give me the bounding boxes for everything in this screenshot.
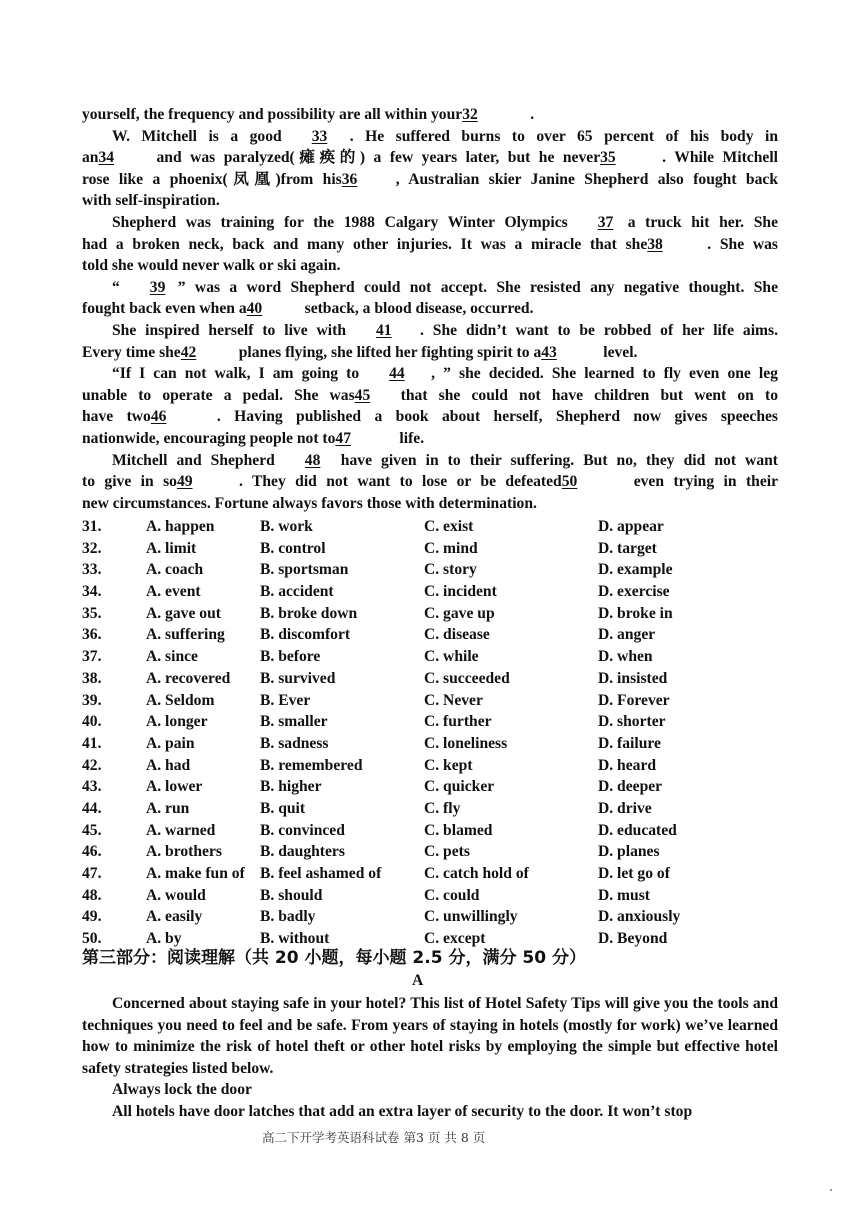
passage-text: planes flying, she lifted her fighting spirit to a <box>238 343 542 361</box>
option-d: D. failure <box>598 734 661 752</box>
option-c: C. further <box>424 713 492 731</box>
option-c: C. kept <box>424 756 473 774</box>
question-number: 39. <box>82 691 102 709</box>
option-b: B. before <box>260 648 321 666</box>
option-c: C. while <box>424 648 479 666</box>
option-d: D. appear <box>598 518 664 535</box>
passage-line <box>82 147 778 169</box>
page-footer: 高二下开学考英语科试卷 第3 页 共 8 页 <box>262 1130 486 1145</box>
passage-line <box>82 385 778 407</box>
passage-line <box>82 298 778 320</box>
option-a: A. gave out <box>146 604 221 622</box>
blank-44: 44 <box>389 365 405 383</box>
passage-letter: A <box>412 972 424 989</box>
passage-text: ” was a word Shepherd could not accept. She resisted any negative thought. She <box>177 278 778 296</box>
passage-line <box>82 234 778 256</box>
passage-text: a truck hit her. She <box>627 213 778 231</box>
passage-text: Every time she <box>82 343 181 361</box>
option-a: A. Seldom <box>146 691 215 709</box>
option-b: B. daughters <box>260 843 345 861</box>
passage-line <box>82 104 778 126</box>
passage-line <box>82 342 778 364</box>
option-b: B. should <box>260 886 323 904</box>
option-a: A. event <box>146 583 201 601</box>
passage-line <box>82 450 778 472</box>
option-d: D. planes <box>598 843 660 861</box>
option-c: C. blamed <box>424 821 493 839</box>
passage-text: . He suffered burns to over 65 percent of his body in <box>349 127 778 145</box>
question-number: 40. <box>82 713 102 731</box>
option-d: D. when <box>598 648 653 666</box>
passage-text: . Having published a book about herself, Shepherd now gives speeches <box>216 408 778 426</box>
option-d: D. deeper <box>598 778 663 796</box>
blank-41: 41 <box>376 321 392 339</box>
option-d: D. target <box>598 539 657 557</box>
option-a: A. suffering <box>146 626 225 644</box>
question-number: 48. <box>82 886 102 904</box>
passage-line <box>82 320 778 342</box>
blank-35: 35 <box>600 149 616 167</box>
option-a: A. easily <box>146 908 203 926</box>
option-b: B. quit <box>260 799 306 817</box>
passage-text: told she would never walk or ski again. <box>82 257 341 275</box>
passage-line <box>82 126 778 148</box>
passage-line <box>82 471 778 493</box>
passage-text: and was paralyzed(瘫痪的) a few years later, but he never <box>156 149 601 167</box>
question-number: 42. <box>82 756 102 774</box>
passage-text: yourself, the frequency and possibility are all within your <box>82 106 463 123</box>
option-a: A. run <box>146 799 190 817</box>
option-d: D. drive <box>598 799 652 817</box>
option-b: B. survived <box>260 669 336 687</box>
option-d: D. Forever <box>598 691 670 709</box>
question-number: 34. <box>82 583 102 601</box>
blank-42: 42 <box>180 343 197 361</box>
question-number: 32. <box>82 539 102 557</box>
passage-text: level. <box>603 343 638 361</box>
question-number: 45. <box>82 821 102 839</box>
blank-46: 46 <box>150 408 167 426</box>
option-c: C. succeeded <box>424 669 510 687</box>
passage-text: to give in so <box>82 473 177 491</box>
passage-line <box>82 493 778 515</box>
option-row <box>82 733 782 755</box>
passage-text: , ” she decided. She learned to fly even one leg <box>431 365 778 383</box>
passage-line <box>82 169 778 191</box>
option-d: D. shorter <box>598 713 666 731</box>
option-a: A. since <box>146 648 198 666</box>
option-c: C. fly <box>424 799 461 817</box>
option-d: D. Beyond <box>598 930 668 948</box>
passage-text: with self-inspiration. <box>82 192 220 210</box>
option-c: C. Never <box>424 691 483 709</box>
option-row <box>82 776 782 798</box>
passage-line <box>82 212 778 234</box>
option-row <box>82 559 782 581</box>
passage-line <box>82 406 778 428</box>
passage-text: . She didn’t want to be robbed of her life aims. <box>420 321 778 339</box>
option-row <box>82 841 782 863</box>
option-a: A. lower <box>146 778 203 796</box>
question-number: 38. <box>82 669 102 687</box>
option-a: A. by <box>146 930 182 948</box>
passage-text: . <box>530 106 535 123</box>
passage-text: nationwide, encouraging people not to <box>82 429 336 447</box>
passage-line <box>82 363 778 385</box>
question-number: 33. <box>82 561 102 579</box>
option-b: B. without <box>260 930 330 948</box>
blank-38: 38 <box>647 235 663 253</box>
option-c: C. mind <box>424 539 478 557</box>
blank-40: 40 <box>246 300 263 318</box>
passage-text: She inspired herself to live with <box>112 321 346 339</box>
option-d: D. must <box>598 886 650 904</box>
option-b: B. accident <box>260 583 334 601</box>
passage-line <box>82 190 778 212</box>
question-number: 35. <box>82 604 102 622</box>
blank-50: 50 <box>561 473 578 491</box>
passage-text: “If I can not walk, I am going to <box>112 365 360 383</box>
blank-47: 47 <box>335 429 352 447</box>
blank-48: 48 <box>304 451 321 469</box>
passage-line <box>82 277 778 299</box>
option-d: D. broke in <box>598 604 673 622</box>
option-a: A. recovered <box>146 669 231 687</box>
reading-subheading: Always lock the door <box>112 1081 252 1099</box>
option-b: B. sadness <box>260 734 329 752</box>
passage-text: had a broken neck, back and many other injuries. It was a miracle that she <box>82 235 648 253</box>
passage-text: have two <box>82 408 151 426</box>
option-c: C. pets <box>424 843 470 861</box>
option-row <box>82 603 782 625</box>
option-b: B. feel ashamed of <box>260 865 382 882</box>
passage-text: setback, a blood disease, occurred. <box>304 300 534 318</box>
cloze-options <box>82 516 782 950</box>
passage-line <box>82 428 778 450</box>
option-b: B. broke down <box>260 604 358 622</box>
passage-text: W. Mitchell is a good <box>112 127 282 145</box>
option-a: A. warned <box>146 821 216 839</box>
option-a: A. limit <box>146 539 197 557</box>
option-b: B. Ever <box>260 691 311 709</box>
option-c: C. disease <box>424 626 490 644</box>
blank-45: 45 <box>354 386 371 404</box>
option-b: B. remembered <box>260 756 363 774</box>
question-number: 47. <box>82 865 102 882</box>
option-row <box>82 538 782 560</box>
blank-36: 36 <box>341 170 358 188</box>
option-row <box>82 668 782 690</box>
passage-text: new circumstances. Fortune always favors those with determination. <box>82 494 537 512</box>
option-row <box>82 624 782 646</box>
option-b: B. control <box>260 539 326 557</box>
option-b: B. smaller <box>260 713 328 731</box>
option-a: A. coach <box>146 561 204 579</box>
option-c: C. except <box>424 930 486 948</box>
question-number: 31. <box>82 518 102 535</box>
option-row <box>82 906 782 928</box>
option-d: D. heard <box>598 756 657 774</box>
blank-39: 39 <box>149 278 166 296</box>
passage-text: fought back even when a <box>82 300 247 318</box>
option-c: C. loneliness <box>424 734 508 752</box>
option-row <box>82 755 782 777</box>
option-c: C. catch hold of <box>424 865 529 882</box>
cloze-passage <box>82 104 778 514</box>
reading-paragraph: Concerned about staying safe in your hotel? This list of Hotel Safety Tips will give you the tools and techniques you need to feel and be safe. From years of staying in hotels (mostly for work) we’ve learned how to minimize the risk of hotel theft or other hotel risks by employing the simple but effective hotel safety strategies listed below. <box>82 995 778 1077</box>
option-d: D. educated <box>598 821 677 839</box>
option-a: A. longer <box>146 713 208 731</box>
passage-text: that she could not have children but went on to <box>400 386 778 404</box>
section-title: 第三部分：阅读理解（共 20 小题，每小题 2.5 分，满分 50 分） <box>82 948 586 968</box>
passage-text: “ <box>112 278 120 296</box>
option-c: C. gave up <box>424 604 495 622</box>
passage-text: . They did not want to lose or be defeated <box>238 473 562 491</box>
scan-speck <box>830 1189 832 1191</box>
passage-text: . While Mitchell <box>662 149 778 167</box>
passage-text: , Australian skier Janine Shepherd also fought back <box>395 170 778 188</box>
question-number: 43. <box>82 778 102 796</box>
option-b: B. higher <box>260 778 322 796</box>
passage-text: have given in to their suffering. But no, they did not want <box>340 451 778 469</box>
question-number: 36. <box>82 626 102 644</box>
reading-passage-a <box>82 993 778 1123</box>
passage-line <box>82 255 778 277</box>
blank-34: 34 <box>98 149 115 167</box>
passage-text: Shepherd was training for the 1988 Calgary Winter Olympics <box>112 213 568 231</box>
question-number: 44. <box>82 799 102 817</box>
blank-32: 32 <box>462 106 478 123</box>
option-b: B. work <box>260 518 313 535</box>
option-a: A. had <box>146 756 191 774</box>
passage-text: . She was <box>707 235 779 253</box>
question-number: 46. <box>82 843 102 861</box>
option-c: C. incident <box>424 583 497 601</box>
option-d: D. anger <box>598 626 656 644</box>
question-number: 37. <box>82 648 102 666</box>
option-c: C. story <box>424 561 477 579</box>
option-row <box>82 516 782 538</box>
option-a: A. brothers <box>146 843 222 861</box>
question-number: 50. <box>82 930 102 948</box>
passage-text: rose like a phoenix(凤凰)from his <box>82 170 342 188</box>
blank-43: 43 <box>541 343 557 361</box>
option-row <box>82 646 782 668</box>
option-d: D. exercise <box>598 583 670 601</box>
passage-text: unable to operate a pedal. She was <box>82 386 355 404</box>
blank-33: 33 <box>311 127 328 145</box>
reading-paragraph: All hotels have door latches that add an extra layer of security to the door. It won’t stop <box>112 1102 693 1120</box>
option-row <box>82 690 782 712</box>
option-a: A. pain <box>146 734 195 752</box>
blank-37: 37 <box>597 213 614 231</box>
option-b: B. badly <box>260 908 316 926</box>
passage-text: Mitchell and Shepherd <box>112 451 275 469</box>
option-c: C. quicker <box>424 778 495 796</box>
option-row <box>82 711 782 733</box>
option-row <box>82 885 782 907</box>
option-c: C. exist <box>424 518 474 535</box>
option-row <box>82 820 782 842</box>
option-row <box>82 798 782 820</box>
option-b: B. convinced <box>260 821 345 839</box>
option-d: D. let go of <box>598 865 670 882</box>
option-row <box>82 863 782 885</box>
passage-text: even trying in their <box>633 473 779 491</box>
question-number: 49. <box>82 908 102 926</box>
option-row <box>82 581 782 603</box>
option-a: A. make fun of <box>146 865 245 882</box>
option-d: D. insisted <box>598 669 668 687</box>
option-c: C. unwillingly <box>424 908 518 926</box>
blank-49: 49 <box>176 473 193 491</box>
option-b: B. discomfort <box>260 626 351 644</box>
passage-text: an <box>82 149 99 167</box>
option-c: C. could <box>424 886 480 904</box>
option-d: D. anxiously <box>598 908 681 926</box>
option-a: A. would <box>146 886 206 904</box>
option-b: B. sportsman <box>260 561 349 579</box>
question-number: 41. <box>82 734 102 752</box>
passage-text: life. <box>399 429 425 447</box>
option-d: D. example <box>598 561 673 579</box>
option-a: A. happen <box>146 518 215 535</box>
